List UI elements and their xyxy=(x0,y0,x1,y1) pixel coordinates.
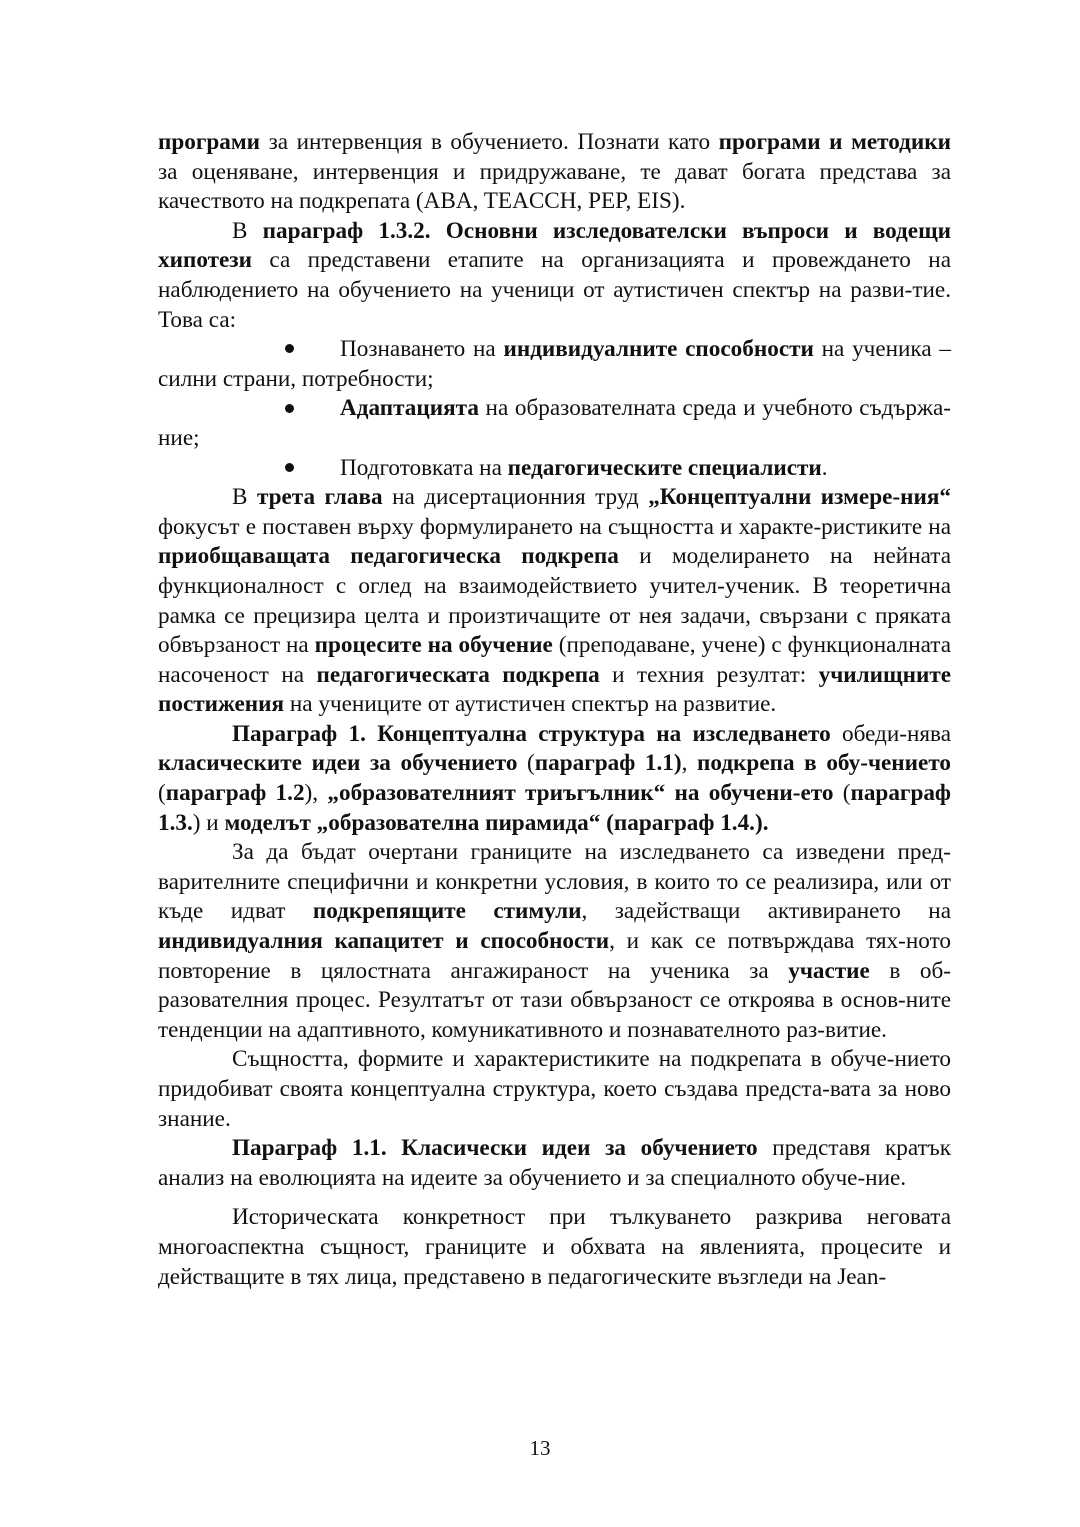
page-body xyxy=(158,128,951,1292)
text: обеди-нява xyxy=(830,720,951,747)
bullet-item-preparation xyxy=(158,454,951,484)
paragraph-section-1-3-2 xyxy=(158,217,951,335)
text: Историческата конкретност при тълкуването разкрива неговата многоаспектна същност, границите и обхвата на явленията, процесите и действащите в тях лица, представено в педагогическите възгледи на Jean- xyxy=(158,1204,951,1290)
paragraph-section-1 xyxy=(158,720,951,838)
text: на образователната среда и учебното съдържа-ние; xyxy=(158,395,951,451)
text: ), xyxy=(304,780,328,807)
bold-text: параграф 1.1) xyxy=(534,750,682,777)
bold-text: параграф 1.2 xyxy=(165,780,305,807)
bold-text: Параграф 1. Концептуална структура на изследването xyxy=(232,720,831,747)
text: и техния резултат: xyxy=(599,661,819,688)
text: за оценяване, интервенция и придружаване, те дават богата представа за качеството на подкрепата (ABA, TEACCH, PEP, EIS). xyxy=(158,158,951,215)
bold-text: училищните постижения xyxy=(158,661,952,718)
paragraph-historical xyxy=(158,1203,951,1292)
bold-text: класическите идеи за обучението xyxy=(158,750,518,777)
text: Същността, формите и характеристиките на подкрепата в обуче-нието придобиват своята концептуална структура, което създава предста-вата за ново знание. xyxy=(158,1046,951,1132)
text: ( xyxy=(833,780,851,807)
text: (преподаване, учене) с функционалната насоченост на xyxy=(158,632,952,688)
bold-text: процесите на обучение xyxy=(314,632,553,659)
page-number: 13 xyxy=(529,1436,551,1460)
bold-text: „Концептуални измере-ния“ xyxy=(648,484,951,511)
text: ( xyxy=(517,750,535,777)
bold-text: приобщаващата педагогическа подкрепа xyxy=(158,543,619,570)
bold-text: подкрепа в обу-чението xyxy=(697,750,952,777)
bold-text: моделът „образователна пирамида“ (параграф 1.4.). xyxy=(224,809,769,836)
bullet-item-adaptation xyxy=(158,394,951,453)
text: Познаването на xyxy=(340,336,504,363)
bold-text: параграф 1.3. xyxy=(158,780,951,836)
text: на дисертационния труд xyxy=(382,484,649,511)
bold-text: педагогическите специалисти xyxy=(507,454,822,481)
bold-text: трета глава xyxy=(256,484,383,511)
text: и моделирането на нейната функционалност с оглед на взаимодействието учител-ученик. В теоретична рамка се прецизира целта и произтичащите от нея задачи, свързани с пряката обвързаност на xyxy=(158,543,951,659)
text: , xyxy=(681,750,698,777)
bold-text: Адаптацията xyxy=(340,395,479,422)
text: ) и xyxy=(192,809,225,836)
text: , задействащи активирането на xyxy=(581,898,951,925)
bold-text: програми и методики xyxy=(718,129,951,155)
text: в об-разователния процес. Резултатът от тази обвързаност се откроява в основ-ните тенденции на адаптивното, комуникативното и познавателното раз-витие. xyxy=(158,957,951,1043)
bullet-item-abilities xyxy=(158,335,951,394)
text: . xyxy=(821,454,828,481)
text: В xyxy=(232,217,263,244)
paragraph-essence xyxy=(158,1045,951,1134)
bullet-icon xyxy=(285,394,340,424)
text: ( xyxy=(158,780,166,807)
paragraph-third-chapter xyxy=(158,483,951,720)
bold-text: програми xyxy=(158,129,261,155)
text: на ученика – силни страни, потребности; xyxy=(158,336,951,392)
text: фокусът е поставен върху формулирането на същността и характе-ристиките на xyxy=(158,513,951,540)
bold-text: „образователният триъгълник“ на обучени-ето xyxy=(327,780,834,807)
bold-text: Параграф 1.1. Класически идеи за обучението xyxy=(232,1135,758,1162)
bold-text: участие xyxy=(788,957,870,984)
bold-text: педагогическата подкрепа xyxy=(316,661,600,688)
text: представя кратък анализ на еволюцията на идеите за обучението и за специалното обуче-ние. xyxy=(158,1135,951,1191)
text: на учениците от аутистичен спектър на развитие. xyxy=(284,691,777,718)
text: В xyxy=(232,484,257,511)
paragraph-boundaries xyxy=(158,838,951,1045)
bold-text: параграф 1.3.2. Основни изследователски въпроси и водещи хипотези xyxy=(158,217,951,274)
paragraph-programs xyxy=(158,128,951,217)
text: Подготовката на xyxy=(340,454,508,481)
bold-text: индивидуалните способности xyxy=(503,336,814,363)
bold-text: подкрепящите стимули xyxy=(312,898,582,925)
bullet-icon xyxy=(285,454,340,484)
text: са представени етапите на организацията и провеждането на наблюдението на обучението на ученици от аутистичен спектър на разви-тие. Това са: xyxy=(158,247,951,333)
text: за интервенция в обучението. Познати като xyxy=(260,129,719,155)
bullet-icon xyxy=(285,335,340,365)
text: За да бъдат очертани границите на изследването са изведени пред-варителните специфични и конкретни условия, в които то се реализира, или от къде идват xyxy=(158,839,951,925)
paragraph-section-1-1 xyxy=(158,1134,951,1193)
text: , и как се потвърждава тях-ното повторение в цялостната ангажираност на ученика за xyxy=(158,928,951,984)
bold-text: индивидуалния капацитет и способности xyxy=(158,928,610,955)
